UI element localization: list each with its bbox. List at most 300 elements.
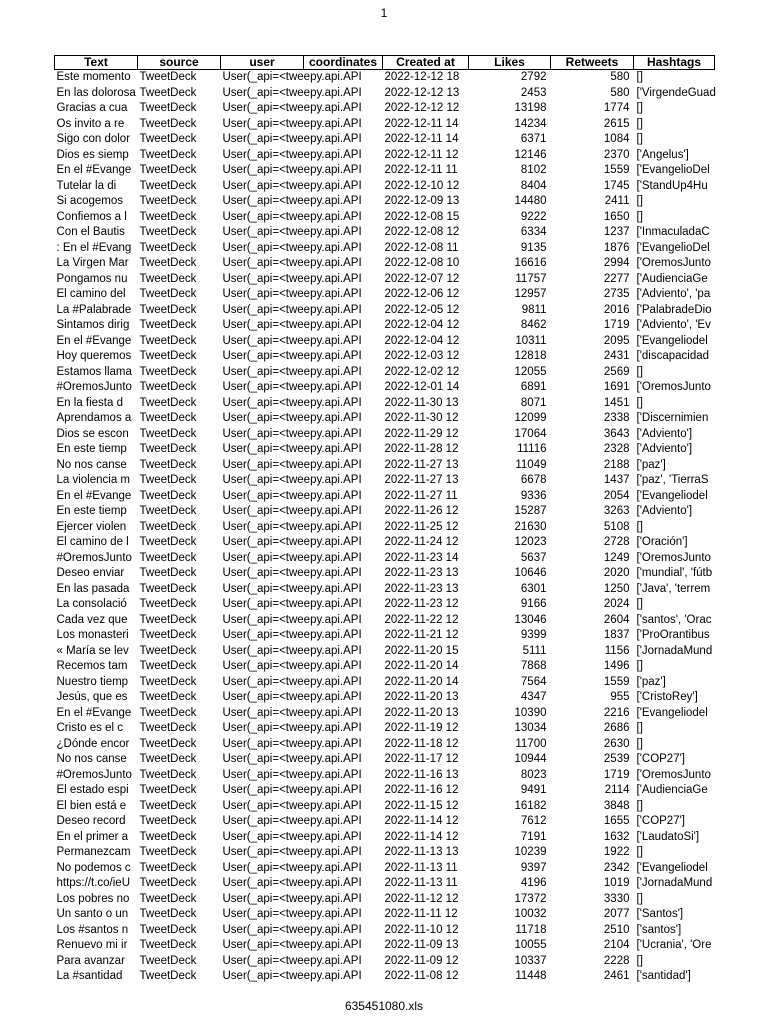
user-cell: User(_api=<tweepy.api.API	[222, 179, 362, 192]
source-cell: TweetDeck	[139, 629, 197, 641]
table-row	[55, 86, 715, 102]
hashtags-cell: ['Adviento', 'Ev	[636, 319, 711, 331]
table-row	[55, 132, 715, 148]
hashtags-cell: ['Adviento']	[636, 505, 693, 517]
text-cell: Aprendamos a	[56, 412, 132, 424]
source-cell: TweetDeck	[139, 520, 197, 533]
source-cell: TweetDeck	[139, 133, 197, 145]
user-cell: User(_api=<tweepy.api.API	[222, 505, 362, 517]
created-at-cell: 2022-12-12 13	[384, 86, 460, 99]
text-cell: « María se lev	[56, 644, 129, 657]
user-cell: User(_api=<tweepy.api.API	[222, 753, 362, 765]
created-at-cell: 2022-11-10 12	[384, 923, 459, 936]
hashtags-cell: []	[636, 210, 643, 223]
hashtags-cell: ['santos']	[636, 923, 682, 936]
likes-cell: 8462	[520, 319, 547, 331]
retweets-cell: 2431	[603, 350, 630, 362]
user-cell: User(_api=<tweepy.api.API	[222, 272, 362, 285]
likes-cell: 11116	[517, 443, 547, 455]
table-row	[55, 365, 715, 381]
source-cell: TweetDeck	[139, 598, 197, 610]
hashtags-cell: ['Santos']	[636, 908, 684, 920]
source-cell: TweetDeck	[139, 861, 197, 874]
retweets-cell: 5108	[603, 520, 630, 533]
source-cell: TweetDeck	[139, 722, 197, 734]
created-at-cell: 2022-11-24 12	[384, 536, 459, 548]
text-cell: Gracias a cua	[56, 102, 128, 114]
text-cell: En el #Evange	[56, 164, 132, 176]
source-cell: TweetDeck	[139, 350, 197, 362]
created-at-cell: 2022-12-10 12	[384, 179, 460, 192]
retweets-cell: 2024	[603, 598, 630, 610]
hashtags-cell: []	[636, 846, 643, 858]
user-cell: User(_api=<tweepy.api.API	[222, 784, 362, 796]
user-cell: User(_api=<tweepy.api.API	[222, 923, 362, 936]
created-at-cell: 2022-12-09 13	[384, 195, 460, 207]
retweets-cell: 2735	[603, 288, 630, 300]
created-at-cell: 2022-11-20 14	[384, 675, 459, 688]
likes-cell: 21630	[514, 520, 547, 533]
hashtags-cell: ['Adviento', 'pa	[636, 288, 711, 300]
text-cell: #OremosJunto	[56, 381, 132, 393]
likes-cell: 16182	[514, 799, 547, 812]
source-cell: TweetDeck	[139, 257, 197, 269]
text-cell: En las pasada	[56, 582, 130, 595]
table-row	[55, 954, 715, 970]
user-cell: User(_api=<tweepy.api.API	[222, 365, 362, 378]
likes-cell: 9491	[520, 784, 547, 796]
table-row	[55, 287, 715, 303]
table-row	[55, 473, 715, 489]
retweets-cell: 2342	[603, 861, 630, 874]
user-cell: User(_api=<tweepy.api.API	[222, 520, 362, 533]
retweets-cell: 1250	[603, 582, 630, 595]
table-row	[55, 225, 715, 241]
column-header-coordinates: coordinates	[304, 56, 383, 70]
text-cell: La #santidad	[56, 970, 123, 982]
user-cell: User(_api=<tweepy.api.API	[222, 334, 362, 347]
hashtags-cell: []	[636, 102, 643, 114]
likes-cell: 6334	[520, 226, 547, 238]
retweets-cell: 2095	[603, 334, 630, 347]
likes-cell: 8404	[520, 179, 547, 192]
retweets-cell: 2054	[603, 489, 630, 502]
text-cell: En el primer a	[56, 830, 129, 843]
table-row	[55, 458, 715, 474]
user-cell: User(_api=<tweepy.api.API	[222, 660, 362, 672]
likes-cell: 13046	[514, 613, 547, 626]
source-cell: TweetDeck	[139, 474, 197, 486]
retweets-cell: 1632	[603, 830, 630, 843]
source-cell: TweetDeck	[139, 272, 197, 285]
likes-cell: 12957	[514, 288, 547, 300]
text-cell: Permanezcam	[56, 846, 131, 858]
table-row	[55, 241, 715, 257]
likes-cell: 10239	[514, 846, 547, 858]
text-cell: En el #Evange	[56, 489, 132, 502]
tweets-table	[54, 55, 715, 985]
hashtags-cell: ['JornadaMund	[636, 644, 713, 657]
hashtags-cell: ['InmaculadaC	[636, 226, 710, 238]
hashtags-cell: ['paz']	[636, 458, 666, 471]
retweets-cell: 2228	[603, 954, 630, 967]
retweets-cell: 2686	[603, 722, 630, 734]
hashtags-cell: ['Discernimien	[636, 412, 709, 424]
table-row	[55, 613, 715, 629]
source-cell: TweetDeck	[139, 443, 197, 455]
likes-cell: 5111	[522, 644, 547, 657]
table-row	[55, 318, 715, 334]
source-cell: TweetDeck	[139, 319, 197, 331]
text-cell: Renuevo mi ir	[56, 939, 128, 951]
source-cell: TweetDeck	[139, 675, 197, 688]
text-cell: Recemos tam	[56, 660, 128, 672]
likes-cell: 12099	[514, 412, 547, 424]
text-cell: Confiemos a l	[56, 210, 127, 223]
likes-cell: 16616	[514, 257, 547, 269]
source-cell: TweetDeck	[139, 660, 197, 672]
retweets-cell: 2216	[603, 706, 630, 719]
text-cell: Para avanzar	[56, 954, 125, 967]
user-cell: User(_api=<tweepy.api.API	[222, 846, 362, 858]
text-cell: Dios es siemp	[56, 148, 129, 161]
source-cell: TweetDeck	[139, 830, 197, 843]
likes-cell: 13198	[514, 102, 547, 114]
source-cell: TweetDeck	[139, 954, 197, 967]
text-cell: Este momento	[56, 71, 131, 83]
table-row	[55, 845, 715, 861]
created-at-cell: 2022-11-16 13	[384, 768, 459, 781]
user-cell: User(_api=<tweepy.api.API	[222, 830, 362, 843]
page-number: 1	[380, 6, 388, 20]
table-row	[55, 504, 715, 520]
likes-cell: 6891	[520, 381, 547, 393]
created-at-cell: 2022-12-07 12	[384, 272, 460, 285]
source-cell: TweetDeck	[139, 102, 197, 114]
created-at-cell: 2022-11-27 11	[384, 489, 458, 502]
user-cell: User(_api=<tweepy.api.API	[222, 551, 362, 564]
retweets-cell: 2104	[603, 939, 630, 951]
created-at-cell: 2022-11-13 11	[384, 877, 458, 889]
retweets-cell: 1237	[603, 226, 630, 238]
likes-cell: 8023	[520, 768, 547, 781]
likes-cell: 11049	[515, 458, 547, 471]
created-at-cell: 2022-11-22 12	[384, 613, 459, 626]
retweets-cell: 2615	[603, 117, 630, 130]
table-row	[55, 659, 715, 675]
created-at-cell: 2022-11-30 13	[384, 396, 459, 409]
user-cell: User(_api=<tweepy.api.API	[222, 970, 362, 982]
table-row	[55, 675, 715, 691]
hashtags-cell: []	[636, 117, 643, 130]
created-at-cell: 2022-12-03 12	[384, 350, 460, 362]
created-at-cell: 2022-11-26 12	[384, 505, 459, 517]
text-cell: Dios se escon	[56, 427, 129, 440]
user-cell: User(_api=<tweepy.api.API	[222, 148, 362, 161]
likes-cell: 7868	[520, 660, 547, 672]
created-at-cell: 2022-12-08 15	[384, 210, 460, 223]
user-cell: User(_api=<tweepy.api.API	[222, 458, 362, 471]
user-cell: User(_api=<tweepy.api.API	[222, 226, 362, 238]
user-cell: User(_api=<tweepy.api.API	[222, 954, 362, 967]
created-at-cell: 2022-11-09 12	[384, 954, 459, 967]
hashtags-cell: ['Evangeliodel	[636, 706, 708, 719]
likes-cell: 13034	[514, 722, 547, 734]
retweets-cell: 1249	[603, 551, 630, 564]
user-cell: User(_api=<tweepy.api.API	[222, 195, 362, 207]
text-cell: Cristo es el c	[56, 722, 123, 734]
source-cell: TweetDeck	[139, 799, 197, 812]
hashtags-cell: []	[636, 799, 643, 812]
hashtags-cell: ['AudienciaGe	[636, 272, 708, 285]
user-cell: User(_api=<tweepy.api.API	[222, 799, 362, 812]
likes-cell: 11757	[515, 272, 547, 285]
created-at-cell: 2022-11-19 12	[384, 722, 459, 734]
user-cell: User(_api=<tweepy.api.API	[222, 319, 362, 331]
user-cell: User(_api=<tweepy.api.API	[222, 241, 362, 254]
likes-cell: 9336	[520, 489, 547, 502]
hashtags-cell: []	[636, 892, 643, 905]
created-at-cell: 2022-12-12 12	[384, 102, 460, 114]
created-at-cell: 2022-11-23 14	[384, 551, 459, 564]
created-at-cell: 2022-11-14 12	[384, 830, 459, 843]
created-at-cell: 2022-12-04 12	[384, 334, 460, 347]
likes-cell: 11718	[515, 923, 547, 936]
created-at-cell: 2022-12-01 14	[384, 381, 460, 393]
source-cell: TweetDeck	[139, 412, 197, 424]
text-cell: : En el #Evang	[56, 241, 132, 254]
hashtags-cell: ['Evangeliodel	[636, 334, 708, 347]
retweets-cell: 2328	[603, 443, 630, 455]
hashtags-cell: ['PalabradeDio	[636, 303, 712, 316]
user-cell: User(_api=<tweepy.api.API	[222, 288, 362, 300]
created-at-cell: 2022-11-20 15	[384, 644, 459, 657]
text-cell: #OremosJunto	[56, 768, 132, 781]
column-header-hashtags: Hashtags	[634, 56, 715, 70]
text-cell: Los pobres no	[56, 892, 130, 905]
text-cell: Ejercer violen	[56, 520, 127, 533]
source-cell: TweetDeck	[139, 846, 197, 858]
user-cell: User(_api=<tweepy.api.API	[222, 706, 362, 719]
hashtags-cell: ['discapacidad	[636, 350, 710, 362]
user-cell: User(_api=<tweepy.api.API	[222, 598, 362, 610]
user-cell: User(_api=<tweepy.api.API	[222, 675, 362, 688]
created-at-cell: 2022-11-25 12	[384, 520, 459, 533]
source-cell: TweetDeck	[139, 288, 197, 300]
retweets-cell: 1774	[603, 102, 630, 114]
created-at-cell: 2022-12-11 14	[384, 117, 459, 130]
text-cell: En las dolorosa	[56, 86, 136, 99]
source-cell: TweetDeck	[139, 86, 197, 99]
likes-cell: 9166	[520, 598, 547, 610]
source-cell: TweetDeck	[139, 241, 197, 254]
text-cell: https://t.co/ieU	[56, 877, 131, 889]
created-at-cell: 2022-12-06 12	[384, 288, 460, 300]
likes-cell: 9399	[520, 629, 547, 641]
hashtags-cell: ['VirgendeGuad	[636, 86, 716, 99]
header-row	[55, 56, 715, 70]
table-row	[55, 799, 715, 815]
created-at-cell: 2022-11-20 13	[384, 706, 459, 719]
source-cell: TweetDeck	[139, 458, 197, 471]
table-row	[55, 163, 715, 179]
table-row	[55, 334, 715, 350]
hashtags-cell: ['Ucrania', 'Ore	[636, 939, 712, 951]
likes-cell: 8102	[520, 164, 547, 176]
source-cell: TweetDeck	[139, 737, 197, 750]
text-cell: No podemos c	[56, 861, 131, 874]
likes-cell: 12055	[514, 365, 547, 378]
created-at-cell: 2022-12-05 12	[384, 303, 460, 316]
source-cell: TweetDeck	[139, 210, 197, 223]
retweets-cell: 2016	[603, 303, 630, 316]
created-at-cell: 2022-11-16 12	[384, 784, 459, 796]
retweets-cell: 2569	[603, 365, 630, 378]
likes-cell: 11448	[515, 970, 547, 982]
retweets-cell: 2994	[603, 257, 630, 269]
table-row	[55, 628, 715, 644]
table-row	[55, 411, 715, 427]
text-cell: El camino de l	[56, 536, 129, 548]
created-at-cell: 2022-12-08 11	[384, 241, 459, 254]
source-cell: TweetDeck	[139, 303, 197, 316]
created-at-cell: 2022-11-09 13	[384, 939, 459, 951]
source-cell: TweetDeck	[139, 768, 197, 781]
retweets-cell: 1019	[603, 877, 630, 889]
text-cell: ¿Dónde encor	[56, 737, 130, 750]
hashtags-cell: []	[636, 71, 643, 83]
table-row	[55, 907, 715, 923]
user-cell: User(_api=<tweepy.api.API	[222, 164, 362, 176]
retweets-cell: 2277	[603, 272, 630, 285]
source-cell: TweetDeck	[139, 164, 197, 176]
user-cell: User(_api=<tweepy.api.API	[222, 644, 362, 657]
spreadsheet-printout	[54, 55, 714, 985]
user-cell: User(_api=<tweepy.api.API	[222, 257, 362, 269]
likes-cell: 5637	[520, 551, 547, 564]
table-row	[55, 783, 715, 799]
likes-cell: 7612	[520, 815, 547, 827]
likes-cell: 15287	[514, 505, 547, 517]
retweets-cell: 1451	[603, 396, 630, 409]
likes-cell: 12023	[514, 536, 547, 548]
hashtags-cell: ['santos', 'Orac	[636, 613, 712, 626]
source-cell: TweetDeck	[139, 613, 197, 626]
likes-cell: 10646	[514, 567, 547, 579]
table-row	[55, 969, 715, 985]
table-row	[55, 396, 715, 412]
likes-cell: 9135	[520, 241, 547, 254]
created-at-cell: 2022-11-20 14	[384, 660, 459, 672]
created-at-cell: 2022-11-29 12	[384, 427, 459, 440]
source-cell: TweetDeck	[139, 784, 197, 796]
column-header-retweets: Retweets	[551, 56, 634, 70]
user-cell: User(_api=<tweepy.api.API	[222, 210, 362, 223]
user-cell: User(_api=<tweepy.api.API	[222, 737, 362, 750]
source-cell: TweetDeck	[139, 365, 197, 378]
created-at-cell: 2022-11-27 13	[384, 458, 459, 471]
likes-cell: 10337	[514, 954, 547, 967]
source-cell: TweetDeck	[139, 753, 197, 765]
table-row	[55, 861, 715, 877]
created-at-cell: 2022-11-27 13	[384, 474, 459, 486]
text-cell: En la fiesta d	[56, 396, 123, 409]
likes-cell: 14480	[514, 195, 547, 207]
retweets-cell: 1745	[603, 179, 630, 192]
hashtags-cell: ['StandUp4Hu	[636, 179, 708, 192]
user-cell: User(_api=<tweepy.api.API	[222, 86, 362, 99]
retweets-cell: 1559	[603, 164, 630, 176]
source-cell: TweetDeck	[139, 582, 197, 595]
table-row	[55, 644, 715, 660]
text-cell: #OremosJunto	[56, 551, 132, 564]
retweets-cell: 2728	[603, 536, 630, 548]
created-at-cell: 2022-12-08 12	[384, 226, 460, 238]
likes-cell: 7564	[520, 675, 547, 688]
column-header-created-at: Created at	[383, 56, 469, 70]
created-at-cell: 2022-11-11 12	[384, 908, 458, 920]
table-row	[55, 706, 715, 722]
text-cell: En este tiemp	[56, 443, 127, 455]
retweets-cell: 580	[610, 71, 630, 83]
created-at-cell: 2022-11-21 12	[384, 629, 459, 641]
source-cell: TweetDeck	[139, 970, 197, 982]
text-cell: Jesús, que es	[56, 691, 128, 703]
source-cell: TweetDeck	[139, 567, 197, 579]
created-at-cell: 2022-11-14 12	[384, 815, 459, 827]
table-row	[55, 148, 715, 164]
created-at-cell: 2022-11-23 13	[384, 582, 459, 595]
table-row	[55, 876, 715, 892]
retweets-cell: 2510	[603, 923, 630, 936]
retweets-cell: 1650	[603, 210, 630, 223]
hashtags-cell: ['OremosJunto	[636, 381, 711, 393]
retweets-cell: 955	[610, 691, 630, 703]
user-cell: User(_api=<tweepy.api.API	[222, 691, 362, 703]
likes-cell: 2453	[520, 86, 547, 99]
created-at-cell: 2022-12-04 12	[384, 319, 460, 331]
table-row	[55, 380, 715, 396]
user-cell: User(_api=<tweepy.api.API	[222, 102, 362, 114]
text-cell: Sintamos dirig	[56, 319, 130, 331]
hashtags-cell: ['EvangelioDel	[636, 164, 710, 176]
created-at-cell: 2022-12-11 14	[384, 133, 459, 145]
hashtags-cell: ['Evangeliodel	[636, 861, 708, 874]
source-cell: TweetDeck	[139, 706, 197, 719]
text-cell: Hoy queremos	[56, 350, 132, 362]
table-row	[55, 768, 715, 784]
table-row	[55, 582, 715, 598]
source-cell: TweetDeck	[139, 117, 197, 130]
created-at-cell: 2022-11-20 13	[384, 691, 459, 703]
source-cell: TweetDeck	[139, 877, 197, 889]
user-cell: User(_api=<tweepy.api.API	[222, 117, 362, 130]
hashtags-cell: []	[636, 396, 643, 409]
text-cell: El estado espi	[56, 784, 129, 796]
hashtags-cell: []	[636, 660, 643, 672]
user-cell: User(_api=<tweepy.api.API	[222, 892, 362, 905]
hashtags-cell: []	[636, 737, 643, 750]
source-cell: TweetDeck	[139, 427, 197, 440]
column-header-text: Text	[55, 56, 138, 70]
table-row	[55, 70, 715, 86]
user-cell: User(_api=<tweepy.api.API	[222, 768, 362, 781]
likes-cell: 10390	[514, 706, 547, 719]
retweets-cell: 2539	[603, 753, 630, 765]
hashtags-cell: ['OremosJunto	[636, 551, 711, 564]
table-row	[55, 737, 715, 753]
source-cell: TweetDeck	[139, 334, 197, 347]
